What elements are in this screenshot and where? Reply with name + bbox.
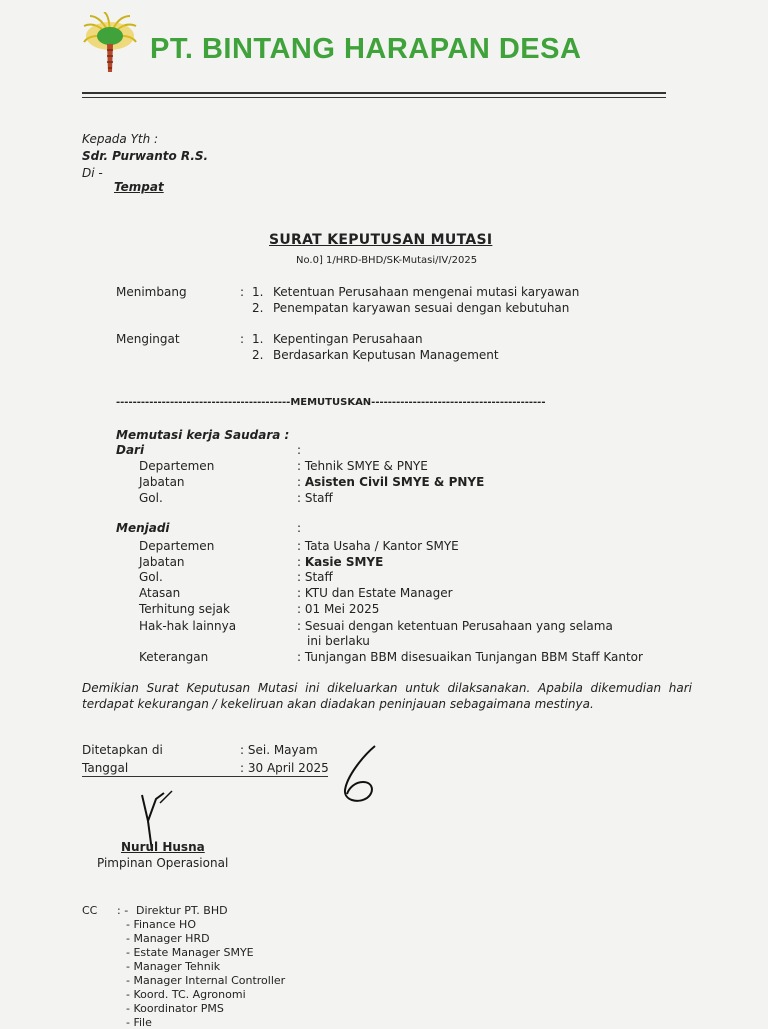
menjadi-value-departemen: : Tata Usaha / Kantor SMYE (297, 539, 459, 553)
document-number: No.0] 1/HRD-BHD/SK-Mutasi/IV/2025 (296, 255, 478, 266)
menjadi-label: Menjadi (116, 521, 170, 535)
menjadi-key-hak: Hak-hak lainnya (139, 619, 237, 633)
dari-label: Dari (116, 443, 145, 457)
menjadi-key-departemen: Departemen (139, 539, 215, 553)
company-name: PT. BINTANG HARAPAN DESA (150, 33, 582, 65)
recipient-place: Tempat (114, 180, 164, 194)
dari-gol-text: Staff (304, 491, 333, 505)
cc-colon: : - (117, 904, 129, 917)
cc-item-4: - Estate Manager SMYE (126, 946, 254, 959)
menjadi-value-hak: : Sesuai dengan ketentuan Perusahaan yang selama (297, 619, 613, 633)
ditetapkan-label: Ditetapkan di (82, 743, 163, 757)
mengingat-num-1: 1. (252, 332, 264, 346)
dari-value-departemen: : Tehnik SMYE & PNYE (297, 459, 428, 473)
recipient-di: Di - (82, 166, 103, 180)
menjadi-terhitung-text: 01 Mei 2025 (304, 602, 380, 616)
cc-item-4-text: Estate Manager SMYE (133, 946, 254, 959)
menimbang-num-1: 1. (252, 285, 264, 299)
cc-item-2-text: Finance HO (133, 918, 196, 931)
cc-item-3-text: Manager HRD (133, 932, 210, 945)
mengingat-item-1: Kepentingan Perusahaan (273, 332, 423, 346)
menjadi-key-atasan: Atasan (139, 586, 181, 600)
cc-label: CC (82, 904, 98, 917)
menimbang-label: Menimbang (116, 285, 187, 299)
document-title: SURAT KEPUTUSAN MUTASI (269, 232, 493, 248)
cc-item-9-text: File (133, 1016, 152, 1029)
menjadi-value-atasan: : KTU dan Estate Manager (297, 586, 453, 600)
dari-key-departemen: Departemen (139, 459, 215, 473)
cc-item-5: - Manager Tehnik (126, 960, 221, 973)
header-rule-thin (82, 97, 666, 98)
closing-line-2: terdapat kekurangan / kekeliruan akan diadakan peninjauan sebagaimana mestinya. (82, 697, 594, 711)
dari-key-jabatan: Jabatan (139, 475, 185, 489)
menjadi-gol-text: Staff (304, 570, 333, 584)
cc-item-6-text: Manager Internal Controller (133, 974, 286, 987)
mengingat-num-2: 2. (252, 348, 264, 362)
tanggal-label: Tanggal (82, 761, 129, 775)
menimbang-item-1: Ketentuan Perusahaan mengenai mutasi karyawan (273, 285, 580, 299)
menjadi-value-gol: : Staff (297, 570, 333, 584)
cc-item-7-text: Koord. TC. Agronomi (133, 988, 246, 1001)
cc-item-3: - Manager HRD (126, 932, 210, 945)
recipient-greeting: Kepada Yth : (82, 132, 159, 146)
ditetapkan-value: : Sei. Mayam (240, 743, 318, 757)
dari-departemen-text: Tehnik SMYE & PNYE (304, 459, 428, 473)
menjadi-hak-text: Sesuai dengan ketentuan Perusahaan yang selama (304, 619, 613, 633)
menjadi-departemen-text: Tata Usaha / Kantor SMYE (304, 539, 459, 553)
menjadi-value-keterangan: : Tunjangan BBM disesuaikan Tunjangan BBM Staff Kantor (297, 650, 643, 664)
cc-item-2: - Finance HO (126, 918, 196, 931)
menjadi-key-jabatan: Jabatan (139, 555, 185, 569)
tanggal-value: : 30 April 2025 (240, 761, 329, 775)
dari-value-gol: : Staff (297, 491, 333, 505)
menjadi-keterangan-text: Tunjangan BBM disesuaikan Tunjangan BBM Staff Kantor (304, 650, 643, 664)
cc-item-9: - File (126, 1016, 152, 1029)
tanggal-underline (82, 776, 328, 777)
cc-item-7: - Koord. TC. Agronomi (126, 988, 246, 1001)
menjadi-jabatan-text: Kasie SMYE (304, 555, 384, 569)
cc-item-8: - Koordinator PMS (126, 1002, 224, 1015)
company-logo (82, 12, 138, 74)
dari-key-gol: Gol. (139, 491, 163, 505)
header-rule-thick (82, 92, 666, 94)
memutuskan-divider: ------------------------------------------MEMUTUSKAN------------------------------------------ (116, 397, 546, 408)
menjadi-value-hak-cont: ini berlaku (307, 634, 370, 648)
menjadi-key-keterangan: Keterangan (139, 650, 209, 664)
cc-item-5-text: Manager Tehnik (133, 960, 221, 973)
mengingat-item-2: Berdasarkan Keputusan Management (273, 348, 499, 362)
recipient-name: Sdr. Purwanto R.S. (82, 149, 209, 163)
mengingat-label: Mengingat (116, 332, 180, 346)
menjadi-key-terhitung: Terhitung sejak (139, 602, 230, 616)
cc-item-8-text: Koordinator PMS (133, 1002, 224, 1015)
mengingat-colon: : (240, 332, 245, 346)
dari-colon: : (297, 443, 302, 457)
mutasi-heading: Memutasi kerja Saudara : (116, 428, 290, 442)
menjadi-colon: : (297, 521, 302, 535)
menimbang-colon: : (240, 285, 245, 299)
menjadi-key-gol: Gol. (139, 570, 163, 584)
paraf-mark (335, 742, 385, 806)
menjadi-value-terhitung: : 01 Mei 2025 (297, 602, 380, 616)
signatory-name: Nurul Husna (121, 840, 205, 854)
closing-line-1: Demikian Surat Keputusan Mutasi ini dikeluarkan untuk dilaksanakan. Apabila dikemudian hari (82, 681, 692, 695)
signatory-role: Pimpinan Operasional (97, 856, 229, 870)
cc-item-6: - Manager Internal Controller (126, 974, 286, 987)
menjadi-atasan-text: KTU dan Estate Manager (304, 586, 453, 600)
menimbang-num-2: 2. (252, 301, 264, 315)
cc-item-1: Direktur PT. BHD (136, 904, 228, 917)
dari-jabatan-text: Asisten Civil SMYE & PNYE (304, 475, 485, 489)
menjadi-value-jabatan: : Kasie SMYE (297, 555, 384, 569)
menimbang-item-2: Penempatan karyawan sesuai dengan kebutuhan (273, 301, 570, 315)
dari-value-jabatan: : Asisten Civil SMYE & PNYE (297, 475, 485, 489)
